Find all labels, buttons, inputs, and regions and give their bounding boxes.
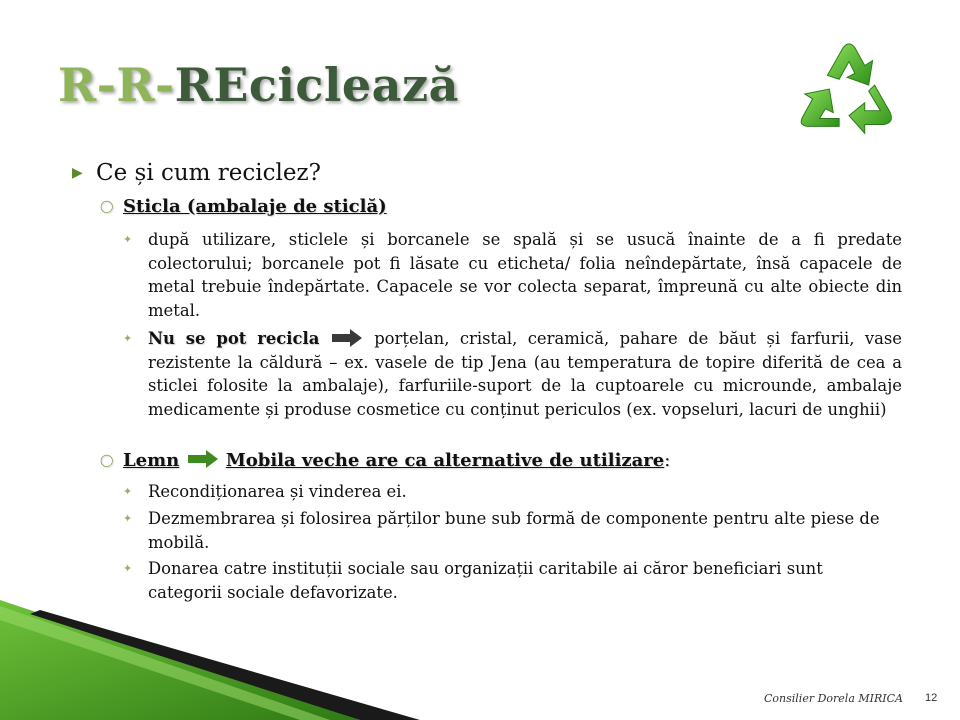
title-part2: REciclează [174,58,459,112]
not-recyclable-text: porțelan, cristal, ceramică, pahare de băut și farfurii, vase rezistente la căldură – ex. vasele de tip Jena (au temperatura de topire diferită de cea a sticlei folosite la ambalaje), farfuriile-suport de la cuptoarele cu microunde, ambalaje medicamente și produse cosmetice cu conținut periculos (ex. vopseluri, lacuri de unghii) [148,329,902,419]
corner-decoration [0,590,420,720]
page-number: 12 [925,692,938,704]
dot-bullet-icon: ✦ [123,562,133,575]
ring-bullet-icon: ◯ [100,453,114,467]
dot-bullet-icon: ✦ [123,233,133,246]
main-heading-text: Ce și cum reciclez? [96,160,321,186]
section-wood-label-a: Lemn [123,450,180,471]
dot-bullet-icon: ✦ [123,332,133,345]
dot-bullet-icon: ✦ [123,485,133,498]
right-arrow-icon [330,327,364,349]
not-recyclable-label: Nu se pot recicla [148,329,320,348]
wood-item-2-text: Dezmembrarea și folosirea părților bune sub formă de componente pentru alte piese de mobilă. [148,509,880,552]
ring-bullet-icon: ◯ [100,199,114,213]
title-part1: R-R- [58,58,175,112]
section-wood-label-b: Mobila veche are ca alternative de utilizare [225,450,665,471]
wood-item-3-text: Donarea catre instituții sociale sau organizații caritabile ai căror beneficiari sunt categorii sociale defavorizate. [148,559,823,602]
triangle-bullet-icon: ▶ [72,165,83,181]
section-glass-label: Sticla (ambalaje de sticlă) [123,196,387,217]
footer-author: Consilier Dorela MIRICA [764,692,903,705]
section-wood [100,448,670,471]
section-glass [100,196,387,217]
dot-bullet-icon: ✦ [123,512,133,525]
wood-item-2 [123,507,888,554]
section-wood-suffix: : [664,450,671,471]
main-heading [72,160,321,186]
glass-item-1-text: după utilizare, sticlele și borcanele se spală și se usucă înainte de a fi predate colectorului; borcanele pot fi lăsate cu eticheta/ folia neîndepărtate, însă capacele de metal trebuie îndepărtate. Capacele se vor colecta separat, împreună cu alte obiecte din metal. [148,230,902,320]
wood-item-1-text: Recondiționarea și vinderea ei. [148,482,407,501]
glass-item-1 [123,228,902,322]
right-arrow-icon [186,448,220,470]
glass-item-2 [123,327,902,421]
wood-item-1 [123,480,902,504]
